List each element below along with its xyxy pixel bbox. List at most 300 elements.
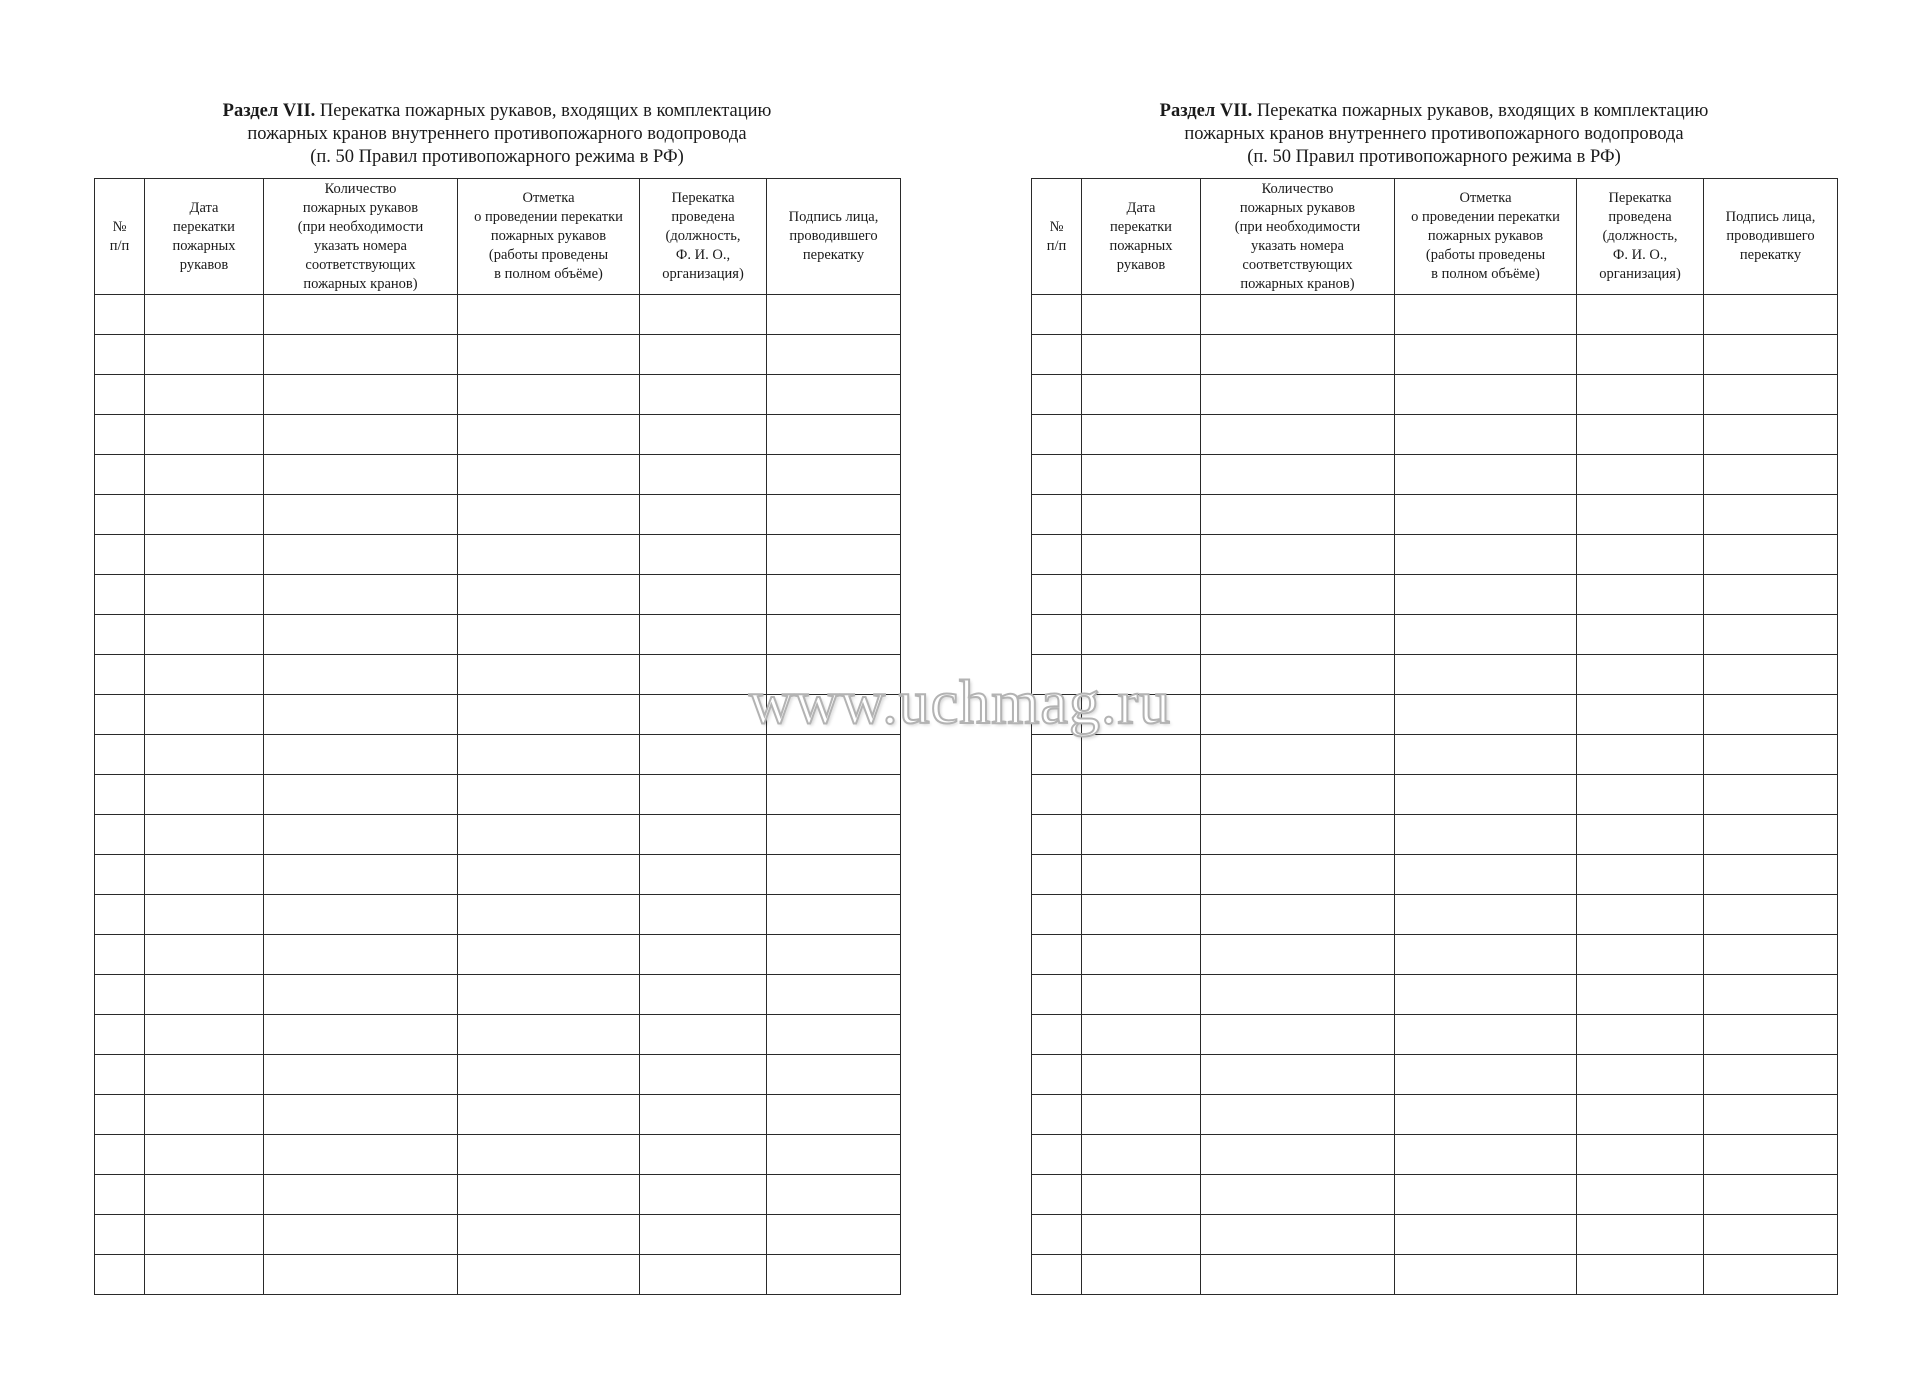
table-cell [640,895,767,935]
table-cell [458,1215,640,1255]
table-cell [1704,615,1838,655]
column-header-date: Дата перекатки пожарных рукавов [145,179,264,295]
table-row [95,815,901,855]
table-row [1032,335,1838,375]
table-cell [1082,415,1201,455]
table-cell [1704,975,1838,1015]
table-row [95,855,901,895]
table-cell [458,855,640,895]
table-cell [640,1215,767,1255]
table-cell [1577,895,1704,935]
table-cell [1032,495,1082,535]
table-row [95,575,901,615]
title-line-1: Перекатка пожарных рукавов, входящих в комплектацию [315,101,772,121]
table-row [1032,1095,1838,1135]
table-cell [145,815,264,855]
table-cell [640,335,767,375]
table-cell [264,1255,458,1295]
table-cell [264,455,458,495]
table-header-row [95,179,901,295]
table-cell [458,1255,640,1295]
table-cell [767,615,901,655]
table-cell [95,935,145,975]
table-cell [1032,415,1082,455]
table-cell [1577,1015,1704,1055]
table-cell [1201,1135,1395,1175]
column-header-signature: Подпись лица, проводившего перекатку [1704,179,1838,295]
table-cell [640,855,767,895]
table-row [95,935,901,975]
table-cell [1395,1095,1577,1135]
table-cell [767,815,901,855]
section-title [94,100,900,169]
table-cell [95,775,145,815]
table-cell [1704,1015,1838,1055]
table-cell [264,775,458,815]
table-cell [264,615,458,655]
column-header-mark: Отметка о проведении перекатки пожарных рукавов (работы проведены в полном объёме) [458,179,640,295]
table-cell [264,295,458,335]
table-cell [1395,655,1577,695]
title-line-3: (п. 50 Правил противопожарного режима в РФ) [310,147,684,167]
table-cell [145,495,264,535]
table-cell [458,695,640,735]
table-cell [145,1055,264,1095]
table-cell [458,1055,640,1095]
table-cell [1201,1015,1395,1055]
table-cell [640,1175,767,1215]
table-cell [640,535,767,575]
table-cell [1201,1215,1395,1255]
table-cell [1032,895,1082,935]
table-cell [264,935,458,975]
table-cell [1395,855,1577,895]
table-cell [95,575,145,615]
table-cell [1082,895,1201,935]
table-cell [95,495,145,535]
table-body [1032,295,1838,1295]
table-cell [640,1135,767,1175]
table-cell [1395,695,1577,735]
table-row [95,375,901,415]
table-cell [95,1015,145,1055]
table-cell [767,855,901,895]
table-cell [1395,815,1577,855]
table-row [1032,575,1838,615]
table-cell [1201,615,1395,655]
table-cell [767,1255,901,1295]
table-cell [1577,375,1704,415]
table-cell [264,655,458,695]
table-cell [767,375,901,415]
table-row [1032,455,1838,495]
table-row [95,495,901,535]
table-cell [1704,335,1838,375]
table-cell [767,535,901,575]
table-cell [458,1095,640,1135]
table-cell [1395,335,1577,375]
table-cell [1201,935,1395,975]
table-cell [1201,1255,1395,1295]
table-cell [1395,775,1577,815]
table-cell [1201,1055,1395,1095]
table-cell [264,1175,458,1215]
table-cell [1577,455,1704,495]
table-cell [1704,1255,1838,1295]
table-row [1032,935,1838,975]
table-cell [1577,775,1704,815]
table-row [1032,495,1838,535]
table-row [95,455,901,495]
table-body [95,295,901,1295]
table-cell [1577,495,1704,535]
table-row [1032,975,1838,1015]
table-cell [458,975,640,1015]
table-cell [1082,855,1201,895]
table-cell [264,815,458,855]
table-cell [1032,655,1082,695]
table-row [1032,1135,1838,1175]
table-cell [1032,1175,1082,1215]
table-cell [640,775,767,815]
table-cell [1395,615,1577,655]
table-cell [264,855,458,895]
table-cell [1577,1175,1704,1215]
table-cell [640,1015,767,1055]
table-cell [1201,495,1395,535]
table-row [95,1095,901,1135]
table-cell [95,895,145,935]
table-cell [95,1255,145,1295]
table-cell [1082,495,1201,535]
table-cell [95,975,145,1015]
table-cell [1032,1215,1082,1255]
table-cell [1577,655,1704,695]
table-cell [145,1015,264,1055]
table-cell [1082,1135,1201,1175]
table-row [1032,855,1838,895]
table-cell [1704,535,1838,575]
column-header-number: № п/п [95,179,145,295]
table-cell [145,535,264,575]
table-cell [1082,295,1201,335]
table-cell [145,335,264,375]
table-row [1032,1055,1838,1095]
title-line-2: пожарных кранов внутреннего противопожарного водопровода [247,124,747,144]
table-cell [458,1135,640,1175]
table-cell [1201,1175,1395,1215]
table-cell [1082,575,1201,615]
table-cell [1704,1175,1838,1215]
table-cell [1032,855,1082,895]
column-header-performed-by: Перекатка проведена (должность, Ф. И. О., организация) [640,179,767,295]
table-cell [1577,575,1704,615]
table-cell [1577,335,1704,375]
table-cell [264,975,458,1015]
table-cell [264,895,458,935]
table-cell [145,1255,264,1295]
table-cell [767,695,901,735]
table-cell [145,975,264,1015]
table-cell [1201,415,1395,455]
table-cell [264,1095,458,1135]
table-cell [95,855,145,895]
table-cell [1201,975,1395,1015]
table-cell [1577,935,1704,975]
table-cell [767,935,901,975]
table-cell [145,375,264,415]
table-cell [1704,295,1838,335]
table-cell [95,335,145,375]
table-cell [1082,695,1201,735]
table-cell [1395,895,1577,935]
table-cell [1704,1095,1838,1135]
table-cell [1082,735,1201,775]
table-cell [1395,1135,1577,1175]
column-header-date: Дата перекатки пожарных рукавов [1082,179,1201,295]
table-cell [264,735,458,775]
table-cell [1032,1055,1082,1095]
column-header-mark: Отметка о проведении перекатки пожарных рукавов (работы проведены в полном объёме) [1395,179,1577,295]
table-row [95,1015,901,1055]
table-cell [264,1055,458,1095]
table-cell [1032,1095,1082,1135]
table-cell [1704,495,1838,535]
table-cell [1395,735,1577,775]
table-cell [1032,1255,1082,1295]
table-cell [1201,695,1395,735]
table-cell [1395,935,1577,975]
column-header-number: № п/п [1032,179,1082,295]
table-cell [458,935,640,975]
table-row [95,1055,901,1095]
table-cell [1395,375,1577,415]
title-line-2: пожарных кранов внутреннего противопожарного водопровода [1184,124,1684,144]
table-cell [640,935,767,975]
table-row [1032,895,1838,935]
table-cell [264,415,458,455]
table-row [95,1175,901,1215]
table-cell [1704,695,1838,735]
table-cell [640,375,767,415]
table-cell [1704,855,1838,895]
table-cell [640,975,767,1015]
table-cell [1704,735,1838,775]
table-cell [767,1015,901,1055]
table-row [95,295,901,335]
table-cell [1082,375,1201,415]
table-cell [1032,735,1082,775]
table-cell [95,735,145,775]
table-cell [145,295,264,335]
table-cell [1032,1015,1082,1055]
table-cell [458,575,640,615]
table-row [95,655,901,695]
table-cell [640,1055,767,1095]
table-cell [95,535,145,575]
table-cell [458,1175,640,1215]
title-line-3: (п. 50 Правил противопожарного режима в РФ) [1247,147,1621,167]
table-header-row [1032,179,1838,295]
table-cell [145,1135,264,1175]
table-row [95,1135,901,1175]
section-title [1031,100,1837,169]
table-cell [458,615,640,655]
table-cell [95,455,145,495]
table-cell [264,495,458,535]
table-cell [767,1135,901,1175]
table-cell [1082,1095,1201,1135]
table-cell [95,1135,145,1175]
table-cell [145,695,264,735]
table-cell [1032,575,1082,615]
table-row [1032,415,1838,455]
table-cell [95,615,145,655]
table-cell [458,1015,640,1055]
table-cell [767,1215,901,1255]
table-cell [1577,815,1704,855]
table-cell [1082,535,1201,575]
table-cell [1704,655,1838,695]
table-cell [264,1135,458,1175]
table-cell [640,295,767,335]
table-cell [145,1095,264,1135]
table-cell [264,1215,458,1255]
table-row [1032,295,1838,335]
table-cell [1704,1055,1838,1095]
table-row [1032,815,1838,855]
table-cell [1704,1135,1838,1175]
table-cell [145,855,264,895]
table-cell [1577,1135,1704,1175]
table-cell [1082,775,1201,815]
table-row [95,775,901,815]
table-cell [458,495,640,535]
table-cell [95,415,145,455]
table-cell [767,455,901,495]
table-cell [767,1175,901,1215]
table-cell [1032,535,1082,575]
table-row [95,615,901,655]
table-cell [1395,495,1577,535]
table-row [1032,1015,1838,1055]
table-row [95,695,901,735]
table-cell [767,295,901,335]
table-cell [1395,1055,1577,1095]
table-cell [1201,735,1395,775]
table-cell [1032,375,1082,415]
table-cell [1577,615,1704,655]
table-cell [767,575,901,615]
table-cell [1577,415,1704,455]
table-cell [1201,455,1395,495]
table-cell [640,1095,767,1135]
table-row [95,975,901,1015]
table-cell [1082,1055,1201,1095]
table-cell [458,895,640,935]
table-cell [458,735,640,775]
table-cell [1577,695,1704,735]
table-cell [767,655,901,695]
table-row [95,415,901,455]
table-cell [95,375,145,415]
table-cell [264,335,458,375]
table-cell [458,295,640,335]
table-cell [1201,775,1395,815]
table-row [1032,695,1838,735]
table-cell [1704,415,1838,455]
table-cell [1704,1215,1838,1255]
table-cell [1032,615,1082,655]
table-cell [1201,1095,1395,1135]
table-cell [1032,775,1082,815]
table-row [95,335,901,375]
table-row [95,1255,901,1295]
table-cell [1032,975,1082,1015]
table-row [95,735,901,775]
table-cell [1032,815,1082,855]
table-cell [1704,455,1838,495]
table-cell [95,655,145,695]
table-cell [1395,1215,1577,1255]
table-cell [264,695,458,735]
table-cell [767,735,901,775]
table-row [1032,735,1838,775]
table-cell [1082,1215,1201,1255]
table-cell [1032,335,1082,375]
table-cell [95,1055,145,1095]
table-cell [458,415,640,455]
table-cell [1201,295,1395,335]
table-cell [767,975,901,1015]
table-row [1032,1175,1838,1215]
table-cell [1032,1135,1082,1175]
table-cell [1577,975,1704,1015]
table-cell [640,655,767,695]
table-cell [458,335,640,375]
table-cell [640,615,767,655]
table-row [1032,615,1838,655]
section-number: Раздел VII. [222,101,316,121]
table-cell [145,615,264,655]
table-cell [1395,1255,1577,1295]
table-cell [145,415,264,455]
table-cell [767,495,901,535]
table-cell [1082,935,1201,975]
table-cell [1395,535,1577,575]
hose-rolling-log-table [94,178,901,1295]
table-row [1032,655,1838,695]
table-cell [1201,375,1395,415]
table-row [1032,1215,1838,1255]
table-row [95,535,901,575]
table-cell [1082,1015,1201,1055]
table-cell [458,775,640,815]
table-cell [1395,1175,1577,1215]
hose-rolling-log-table [1031,178,1838,1295]
table-cell [264,375,458,415]
table-cell [640,575,767,615]
table-cell [145,775,264,815]
table-cell [767,1055,901,1095]
table-cell [1201,815,1395,855]
table-cell [1704,575,1838,615]
table-cell [1082,975,1201,1015]
table-cell [1032,695,1082,735]
table-cell [640,1255,767,1295]
table-cell [1395,1015,1577,1055]
section-number: Раздел VII. [1159,101,1253,121]
